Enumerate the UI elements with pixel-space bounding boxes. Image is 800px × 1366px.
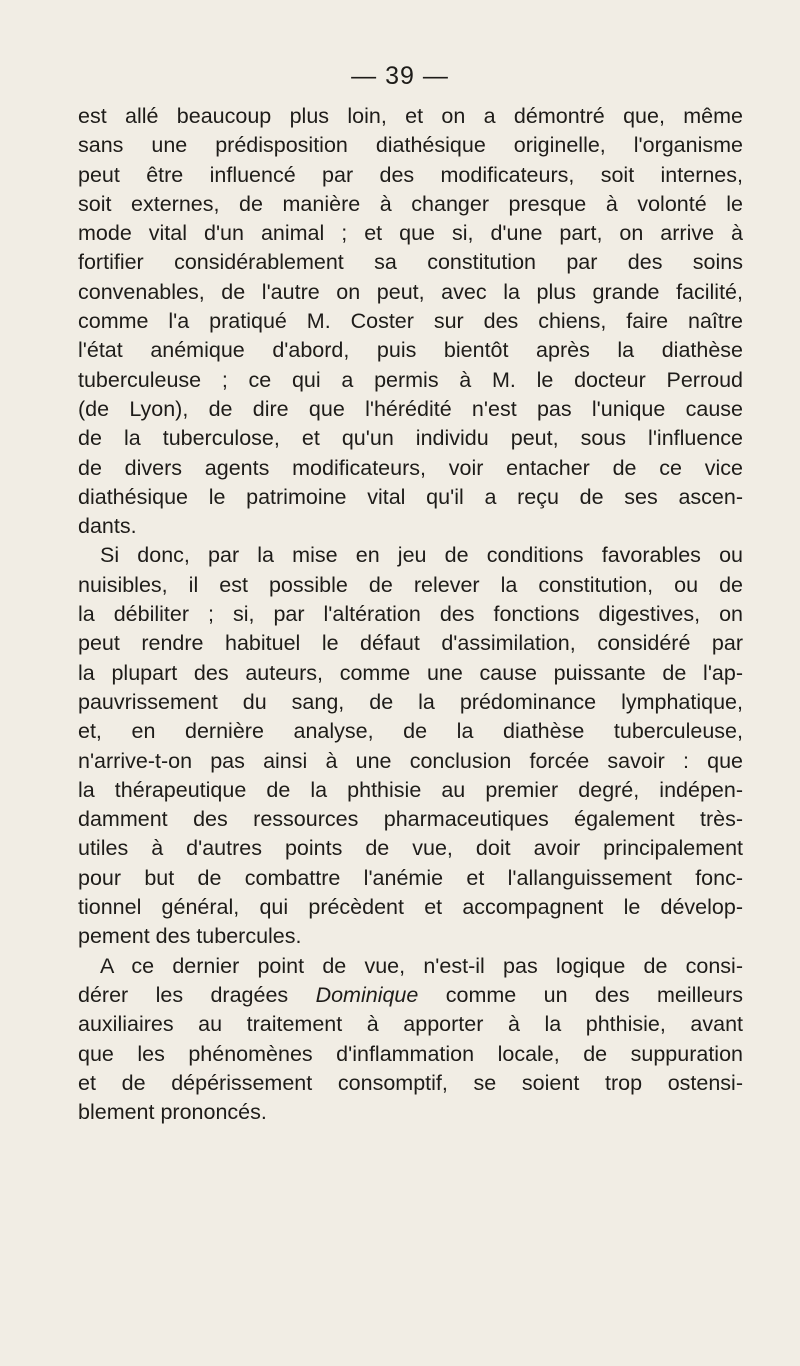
text-line: pement des tubercules. — [78, 924, 302, 949]
text-line: Si donc, par la mise en jeu de conditions favorables ou — [100, 543, 743, 568]
text-line: blement prononcés. — [78, 1100, 267, 1125]
text-line: et, en dernière analyse, de la diathèse tuberculeuse, — [78, 719, 743, 744]
text-line: de divers agents modificateurs, voir entacher de ce vice — [78, 455, 743, 480]
text-line: damment des ressources pharmaceutiques également très- — [78, 807, 743, 832]
text-line: diathésique le patrimoine vital qu'il a reçu de ses ascen- — [78, 484, 743, 509]
text-line: nuisibles, il est possible de relever la constitution, ou de — [78, 572, 743, 597]
text-line: n'arrive-t-on pas ainsi à une conclusion forcée savoir : que — [78, 748, 743, 773]
text-line: peut rendre habituel le défaut d'assimilation, considéré par — [78, 631, 743, 656]
text-line: utiles à d'autres points de vue, doit avoir principalement — [78, 836, 743, 861]
text-line: fortifier considérablement sa constitution par des soins — [78, 250, 743, 275]
text-line: peut être influencé par des modificateurs, soit internes, — [78, 162, 743, 187]
text-line: que les phénomènes d'inflammation locale, de suppuration — [78, 1041, 743, 1066]
text-line: comme l'a pratiqué M. Coster sur des chiens, faire naître — [78, 309, 743, 334]
text-line: et de dépérissement consomptif, se soient trop ostensi- — [78, 1070, 743, 1095]
text-line: convenables, de l'autre on peut, avec la plus grande facilité, — [78, 279, 743, 304]
body-text — [78, 102, 743, 1127]
text-line: tionnel général, qui précèdent et accompagnent le dévelop- — [78, 895, 743, 920]
text-line: tuberculeuse ; ce qui a permis à M. le docteur Perroud — [78, 367, 743, 392]
text-line: de la tuberculose, et qu'un individu peut, sous l'influence — [78, 426, 743, 451]
text-segment: comme un des meilleurs — [418, 982, 743, 1007]
text-line: A ce dernier point de vue, n'est-il pas logique de consi- — [100, 953, 743, 978]
text-line: pour but de combattre l'anémie et l'allanguissement fonc- — [78, 865, 743, 890]
brand-name: Dominique — [315, 982, 419, 1007]
text-line: soit externes, de manière à changer presque à volonté le — [78, 191, 743, 216]
text-line: la thérapeutique de la phthisie au premier degré, indépen- — [78, 777, 743, 802]
text-line: est allé beaucoup plus loin, et on a démontré que, même — [78, 104, 743, 128]
text-line: dants. — [78, 514, 137, 539]
text-line: la plupart des auteurs, comme une cause puissante de l'ap- — [78, 660, 743, 685]
text-line: pauvrissement du sang, de la prédominance lymphatique, — [78, 689, 743, 714]
page-number: — 39 — — [351, 62, 449, 90]
text-line: (de Lyon), de dire que l'hérédité n'est pas l'unique cause — [78, 396, 743, 421]
text-line: l'état anémique d'abord, puis bientôt après la diathèse — [78, 338, 743, 363]
text-line — [78, 981, 743, 1010]
text-segment: dérer les dragées — [78, 982, 316, 1007]
text-line: mode vital d'un animal ; et que si, d'une part, on arrive à — [78, 221, 743, 246]
text-line: sans une prédisposition diathésique originelle, l'organisme — [78, 133, 743, 158]
text-line: auxiliaires au traitement à apporter à la phthisie, avant — [78, 1012, 743, 1037]
text-line: la débiliter ; si, par l'altération des fonctions digestives, on — [78, 602, 743, 627]
